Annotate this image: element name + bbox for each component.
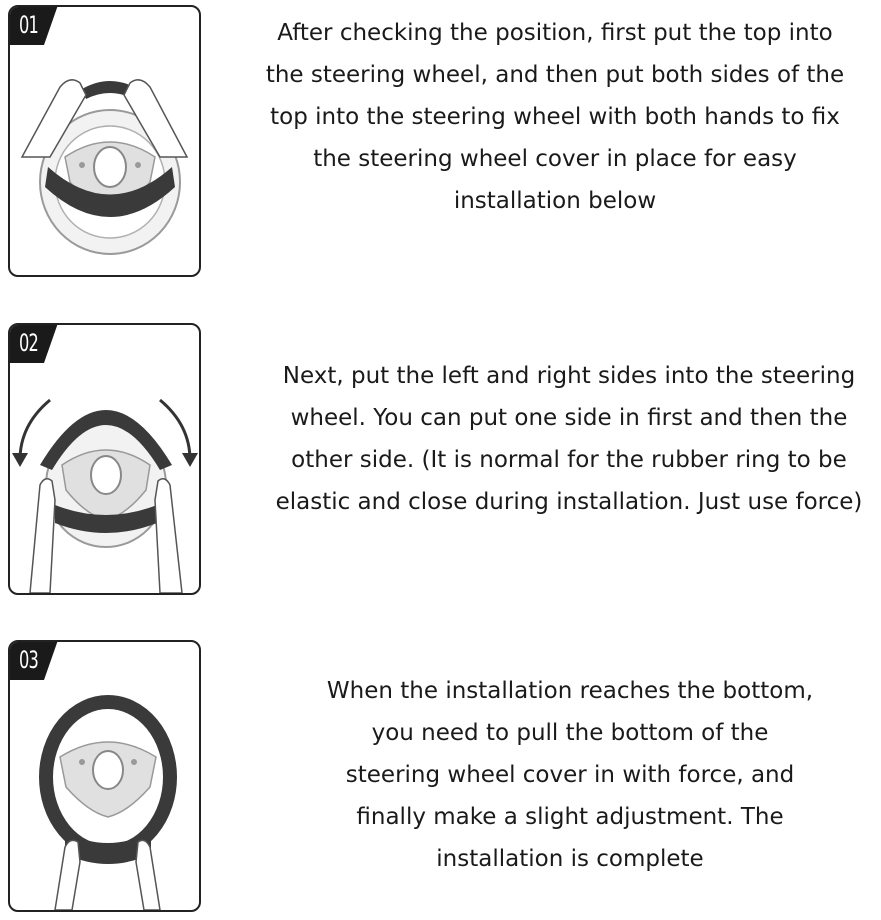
step-3-illustration-card <box>8 640 201 912</box>
step-2-line-3: other side. (It is normal for the rubber ring to be <box>291 447 847 473</box>
step-3-line-2: you need to pull the bottom of the <box>371 720 769 746</box>
step-1-line-5: installation below <box>453 188 657 214</box>
step-3-line-5: installation is complete <box>436 846 704 872</box>
step-2-instructions <box>258 355 880 523</box>
step-1-number: 01 <box>19 11 39 39</box>
step-1-line-3: top into the steering wheel with both hands to fix <box>270 104 840 130</box>
step-2-number: 02 <box>19 329 39 357</box>
steering-wheel-step3-illustration <box>10 642 199 910</box>
step-3-number: 03 <box>19 646 39 674</box>
step-3-line-4: finally make a slight adjustment. The <box>356 804 784 830</box>
step-1-line-1: After checking the position, first put the top into <box>277 20 833 46</box>
steering-wheel-step1-illustration <box>10 7 199 275</box>
step-1-illustration-card <box>8 5 201 277</box>
step-2-line-1: Next, put the left and right sides into the steering <box>282 363 856 389</box>
steering-wheel-step2-illustration <box>10 325 199 593</box>
step-2-illustration-card <box>8 323 201 595</box>
step-2-line-2: wheel. You can put one side in first and then the <box>290 405 848 431</box>
step-2-line-4: elastic and close during installation. Just use force) <box>275 489 863 515</box>
step-1-line-2: the steering wheel, and then put both sides of the <box>265 62 845 88</box>
step-3-instructions <box>270 670 870 880</box>
step-3-line-1: When the installation reaches the bottom, <box>326 678 814 704</box>
step-1-instructions <box>230 12 880 222</box>
step-3-line-3: steering wheel cover in with force, and <box>345 762 795 788</box>
step-1-line-4: the steering wheel cover in place for easy <box>313 146 797 172</box>
